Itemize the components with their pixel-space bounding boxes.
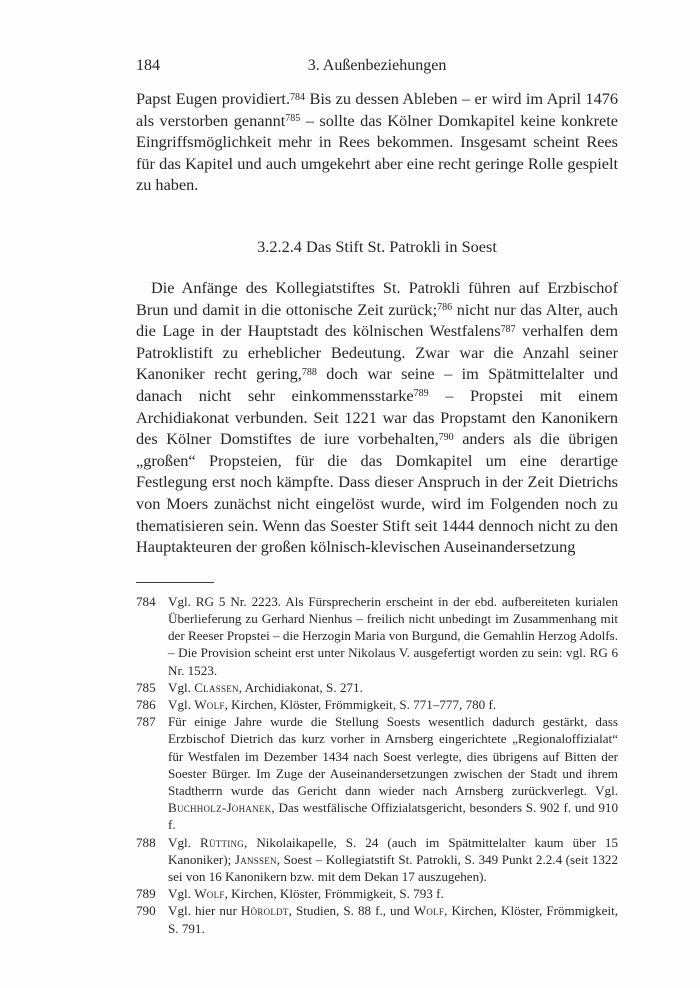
author-name: Janssen bbox=[234, 851, 277, 867]
footnote-number: 786 bbox=[136, 696, 156, 712]
footnote-ref: 784 bbox=[290, 91, 306, 103]
footnote-ref: 785 bbox=[285, 113, 301, 125]
footnote bbox=[136, 679, 618, 696]
footnotes-block bbox=[136, 593, 618, 937]
footnote-text: Vgl. hier nur Höroldt, Studien, S. 88 f., und Wolf, Kirchen, Klöster, Frömmigkeit, S. 791. bbox=[168, 903, 618, 936]
footnote-ref: 786 bbox=[437, 302, 453, 314]
footnote-number: 784 bbox=[136, 593, 156, 609]
footnote-separator bbox=[136, 582, 214, 583]
footnote-text: Für einige Jahre wurde die Stellung Soests wesentlich dadurch gestärkt, dass Erzbischof Dietrich das kurz vorher in Arnsberg eingerichtete „Regionaloffizialat“ für Westfalen im Dezember 1434 nach Soest verlegte, dies übrigens auf Bitten der Soester Bürger. Im Zuge der Auseinandersetzungen zwischen der Stadt und ihrem Stadtherrn wurde das Gericht dann wieder nach Arnsberg zurückverlegt. Vgl. Buchholz-Johanek, Das westfälische Offizialatsgericht, besonders S. 902 f. und 910 f. bbox=[168, 714, 618, 833]
paragraph: Papst Eugen providiert.$^{784}$ Bis zu dessen Ableben – er wird im April 1476 als verstorben genannt$^{785}$ – sollte das Kölner Domkapitel keine konkrete Eingriffsmöglichkeit mehr in Rees bekommen. Insgesamt scheint Rees für das Kapitel und auch umgekehrt aber eine recht geringe Rolle gespielt zu haben. bbox=[136, 89, 619, 195]
footnote-ref: 789 bbox=[413, 388, 429, 400]
footnote bbox=[136, 834, 618, 886]
footnote bbox=[136, 885, 618, 902]
author-name: Wolf bbox=[413, 903, 445, 919]
footnote-number: 787 bbox=[136, 714, 156, 730]
footnote-ref: 788 bbox=[301, 366, 317, 378]
footnote-text: Vgl. Classen, Archidiakonat, S. 271. bbox=[168, 679, 363, 695]
footnote-ref: 787 bbox=[500, 323, 516, 335]
footnote-text: Vgl. Wolf, Kirchen, Klöster, Frömmigkeit, S. 793 f. bbox=[168, 886, 444, 902]
footnote bbox=[136, 902, 618, 936]
footnote-text: Vgl. Wolf, Kirchen, Klöster, Frömmigkeit, S. 771–777, 780 f. bbox=[168, 696, 497, 712]
footnote-number: 790 bbox=[136, 903, 156, 919]
author-name: Classen bbox=[194, 679, 239, 695]
author-name: Höroldt bbox=[240, 903, 289, 919]
footnote-text: Vgl. RG 5 Nr. 2223. Als Fürsprecherin erscheint in der ebd. aufbereiteten kurialen Überlieferung zu Gerhard Nienhus – freilich nicht unbedingt im Zusammenhang mit der Reeser Propstei – die Herzogin Maria von Burgund, die Gemahlin Herzog Adolfs. – Die Provision scheint erst unter Nikolaus V. ausgefertigt worden zu sein: vgl. RG 6 Nr. 1523. bbox=[168, 593, 618, 678]
page-number: 184 bbox=[136, 57, 160, 74]
author-name: Wolf bbox=[194, 696, 225, 712]
footnote-number: 788 bbox=[136, 834, 156, 850]
body-text bbox=[136, 88, 618, 558]
footnote bbox=[136, 696, 618, 713]
author-name: Buchholz-Johanek bbox=[168, 800, 272, 816]
page-header bbox=[136, 55, 618, 77]
text-block bbox=[136, 55, 618, 937]
footnote bbox=[136, 593, 618, 679]
section-heading: 3.2.2.4 Das Stift St. Patrokli in Soest bbox=[257, 236, 497, 256]
footnote-text: Vgl. Rütting, Nikolaikapelle, S. 24 (auch im Spätmittelalter kaum über 15 Kanoniker); Janssen, Soest – Kollegiatstift St. Patrokli, S. 349 Punkt 2.2.4 (seit 1322 sei von 16 Kanonikern bzw. mit dem Dekan 17 auszugehen). bbox=[168, 834, 619, 884]
paragraph: Die Anfänge des Kollegiatstiftes St. Patrokli führen auf Erzbischof Brun und damit in die ottonische Zeit zurück;$^{786}$ nicht nur das Alter, auch die Lage in der Hauptstadt des kölnischen Westfalens$^{787}$ verhalfen dem Patroklistift zu erheblicher Bedeutung. Zwar war die Anzahl seiner Kanoniker recht gering,$^{788}$ doch war seine – im Spätmittelalter und danach nicht sehr einkommensstarke$^{789}$ – Propstei mit einem Archidiakonat verbunden. Seit 1221 war das Propstamt den Kanonikern des Kölner Domstiftes de iure vorbehalten,$^{790}$ anders als die übrigen „großen“ Propsteien, für die das Domkapitel um eine derartige Festlegung erst noch kämpfte. Dass dieser Anspruch in der Zeit Dietrichs von Moers zunächst nicht eingelöst wurde, wird im Folgenden noch zu thematisieren sein. Wenn das Soester Stift seit 1444 dennoch nicht zu den Hauptakteuren der großen kölnisch-klevischen Auseinandersetzung bbox=[136, 277, 619, 557]
author-name: Wolf bbox=[194, 886, 225, 902]
footnote-number: 789 bbox=[136, 886, 156, 902]
footnote bbox=[136, 713, 618, 833]
author-name: Rütting bbox=[199, 834, 245, 850]
running-head: 3. Außenbeziehungen bbox=[307, 57, 447, 74]
footnote-number: 785 bbox=[136, 679, 156, 695]
footnote-ref: 790 bbox=[438, 431, 454, 443]
